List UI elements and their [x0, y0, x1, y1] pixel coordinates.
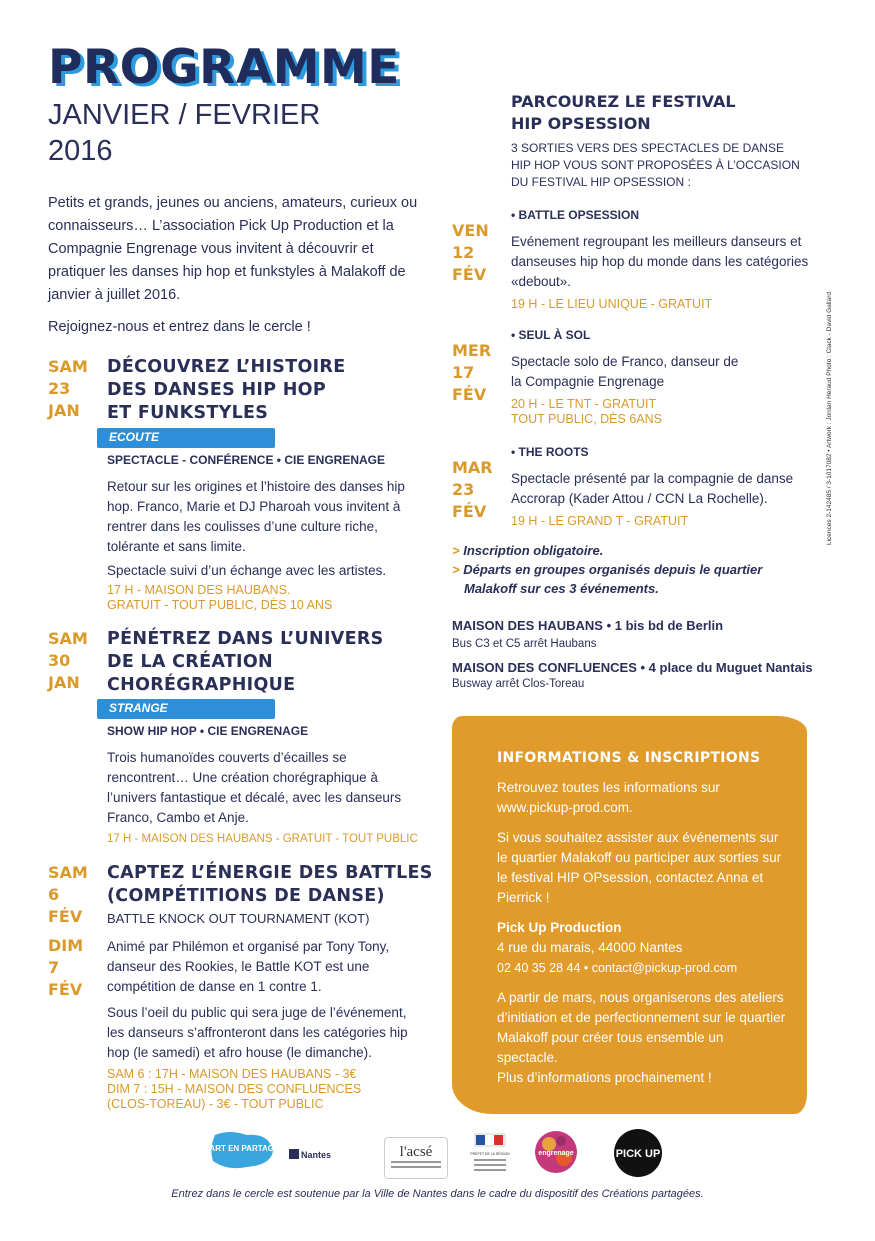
venues — [452, 618, 832, 690]
event-2-tag: STRANGE — [97, 699, 275, 719]
festival-2-date: MER 17 FÉV — [452, 341, 492, 404]
event-1-info: 17 H - MAISON DES HAUBANS. GRATUIT - TOUT PUBLIC, DÈS 10 ANS — [107, 583, 333, 612]
svg-text:Nantes: Nantes — [301, 1150, 332, 1160]
info-address: 4 rue du marais, 44000 Nantes — [497, 940, 683, 955]
event-3-date-sun: DIM 7 FÉV — [48, 936, 84, 999]
year: 2016 — [48, 135, 113, 167]
art-en-partage-logo — [202, 1129, 280, 1171]
festival-notes — [452, 541, 782, 598]
svg-text:PRÉFET DE LA RÉGION: PRÉFET DE LA RÉGION — [470, 1152, 510, 1156]
event-2-kind: SHOW HIP HOP • CIE ENGRENAGE — [107, 724, 309, 738]
event-2-info: 17 H - MAISON DES HAUBANS - GRATUIT - TOUT PUBLIC — [107, 833, 418, 845]
info-org: Pick Up Production — [497, 920, 622, 935]
festival-3-text: Spectacle présenté par la compagnie de danse Accrorap (Kader Attou / CCN La Rochelle). — [511, 471, 794, 506]
festival-heading: PARCOUREZ LE FESTIVAL HIP OPSESSION — [511, 92, 736, 133]
page-subtitle — [48, 97, 320, 169]
venue-1-access: Bus C3 et C5 arrêt Haubans — [452, 638, 597, 650]
svg-text:PICK UP: PICK UP — [615, 1148, 661, 1160]
event-2-date: SAM 30 JAN — [48, 629, 88, 692]
credits: Licences 2-142485 / 3-1017082 • Artwork : Jordan Heraud Photo : Clack - David Gallard — [826, 291, 833, 545]
event-3-description: Animé par Philémon et organisé par Tony Tony, danseur des Rookies, le Battle KOT est une compétition de danse en 1 contre 1. Sous l’oeil du public qui sera juge de l’événement, les danseurs s’affronteront dans les catégories hip hop (le samedi) et afro house (le dimanche). — [107, 939, 408, 1060]
info-phone-email[interactable]: 02 40 35 28 44 • contact@pickup-prod.com — [497, 961, 738, 975]
festival-2-text: Spectacle solo de Franco, danseur de la Compagnie Engrenage — [511, 354, 739, 389]
festival-2-name: • SEUL À SOL — [511, 328, 591, 342]
info-workshops: A partir de mars, nous organiserons des ateliers d’initiation et de perfectionnement sur le quartier Malakoff pour créer tous ensemble un spectacle. — [497, 990, 786, 1065]
event-1-date: SAM 23 JAN — [48, 357, 88, 420]
festival-3-info: 19 H - LE GRAND T - GRATUIT — [511, 514, 689, 528]
festival-1-name: • BATTLE OPSESSION — [511, 208, 639, 222]
event-3-kind: BATTLE KNOCK OUT TOURNAMENT (KOT) — [107, 911, 370, 926]
acse-logo — [384, 1137, 448, 1179]
page-title: PROGRAMME — [48, 40, 400, 95]
pickup-logo — [611, 1128, 665, 1178]
event-1-kind: SPECTACLE - CONFÉRENCE • CIE ENGRENAGE — [107, 453, 386, 467]
event-2-title: PÉNÉTREZ DANS L’UNIVERS DE LA CRÉATION CHORÉGRAPHIQUE — [107, 629, 384, 695]
intro-paragraph: Petits et grands, jeunes ou anciens, amateurs, curieux ou connaisseurs… L’association Pick Up Production et la Compagnie Engrenage vous invitent à découvrir et pratiquer les danses hip hop et funkstyles à Malakoff de janvier à juillet 2016. — [48, 195, 418, 303]
event-3-date-sat: SAM 6 FÉV — [48, 863, 88, 926]
festival-1-text: Evénement regroupant les meilleurs danseurs et danseuses hip hop du monde dans les catégories «debout». — [511, 234, 809, 289]
svg-text:l'acsé: l'acsé — [399, 1144, 433, 1160]
venue-1-name: MAISON DES HAUBANS • 1 bis bd de Berlin — [452, 618, 724, 633]
festival-3-name: • THE ROOTS — [511, 445, 589, 459]
event-3-title: CAPTEZ L’ÉNERGIE DES BATTLES (COMPÉTITIONS DE DANSE) — [107, 863, 433, 906]
period: JANVIER / FEVRIER — [48, 99, 321, 131]
festival-1-info: 19 H - LE LIEU UNIQUE - GRATUIT — [511, 297, 713, 311]
svg-text:L'ART EN PARTAGE: L'ART EN PARTAGE — [202, 1144, 280, 1153]
info-contact-invite: Si vous souhaitez assister aux événements sur le quartier Malakoff ou participer aux sorties sur le festival HIP OPsession, contactez Anna et Pierrick ! — [497, 830, 782, 905]
svg-text:engrenage: engrenage — [538, 1150, 574, 1157]
prefecture-logo — [470, 1131, 510, 1181]
info-website: Retrouvez toutes les informations sur www.pickup-prod.com. — [497, 780, 720, 815]
nantes-logo — [289, 1145, 333, 1163]
info-box — [452, 716, 807, 1114]
event-1-description: Retour sur les origines et l’histoire des danses hip hop. Franco, Marie et DJ Pharoah vous invitent à rentrer dans les coulisses d’une culture riche, tolérante et sans limite. Spectacle suivi d’un échange avec les artistes. — [107, 479, 405, 578]
event-2-description: Trois humanoïdes couverts d’écailles se rencontrent… Une création chorégraphique à l’univers fantastique et décalé, avec les danseurs Franco, Cambo et Anje. — [107, 750, 402, 825]
intro-call: Rejoignez-nous et entrez dans le cercle ! — [48, 319, 311, 335]
festival-intro: 3 SORTIES VERS DES SPECTACLES DE DANSE HIP HOP VOUS SONT PROPOSÉES À L’OCCASION DU FESTIVAL HIP OPSESSION : — [511, 141, 800, 189]
info-heading: INFORMATIONS & INSCRIPTIONS — [497, 750, 761, 766]
note-groups: > Départs en groupes organisés depuis le quartier Malakoff sur ces 3 événements. — [452, 562, 763, 596]
venue-2-name: MAISON DES CONFLUENCES • 4 place du Muguet Nantais — [452, 660, 813, 675]
venue-2-access: Busway arrêt Clos-Toreau — [452, 678, 585, 690]
event-3-info: SAM 6 : 17H - MAISON DES HAUBANS - 3€ DIM 7 : 15H - MAISON DES CONFLUENCES (CLOS-TOREAU) - 3€ - TOUT PUBLIC — [107, 1067, 362, 1111]
info-more: Plus d’informations prochainement ! — [497, 1070, 712, 1085]
intro — [48, 192, 428, 348]
event-1-title: DÉCOUVREZ L’HISTOIRE DES DANSES HIP HOP ET FUNKSTYLES — [107, 357, 346, 423]
note-registration: > Inscription obligatoire. — [452, 543, 604, 558]
festival-1-date: VEN 12 FÉV — [452, 221, 489, 284]
footer-note: Entrez dans le cercle est soutenue par la Ville de Nantes dans le cadre du dispositif des Créations partagées. — [171, 1188, 704, 1200]
festival-3-date: MAR 23 FÉV — [452, 458, 493, 521]
engrenage-logo — [533, 1129, 579, 1175]
event-1-tag: ECOUTE — [97, 428, 275, 448]
festival-2-info: 20 H - LE TNT - GRATUIT TOUT PUBLIC, DÈS 6ANS — [511, 397, 662, 426]
